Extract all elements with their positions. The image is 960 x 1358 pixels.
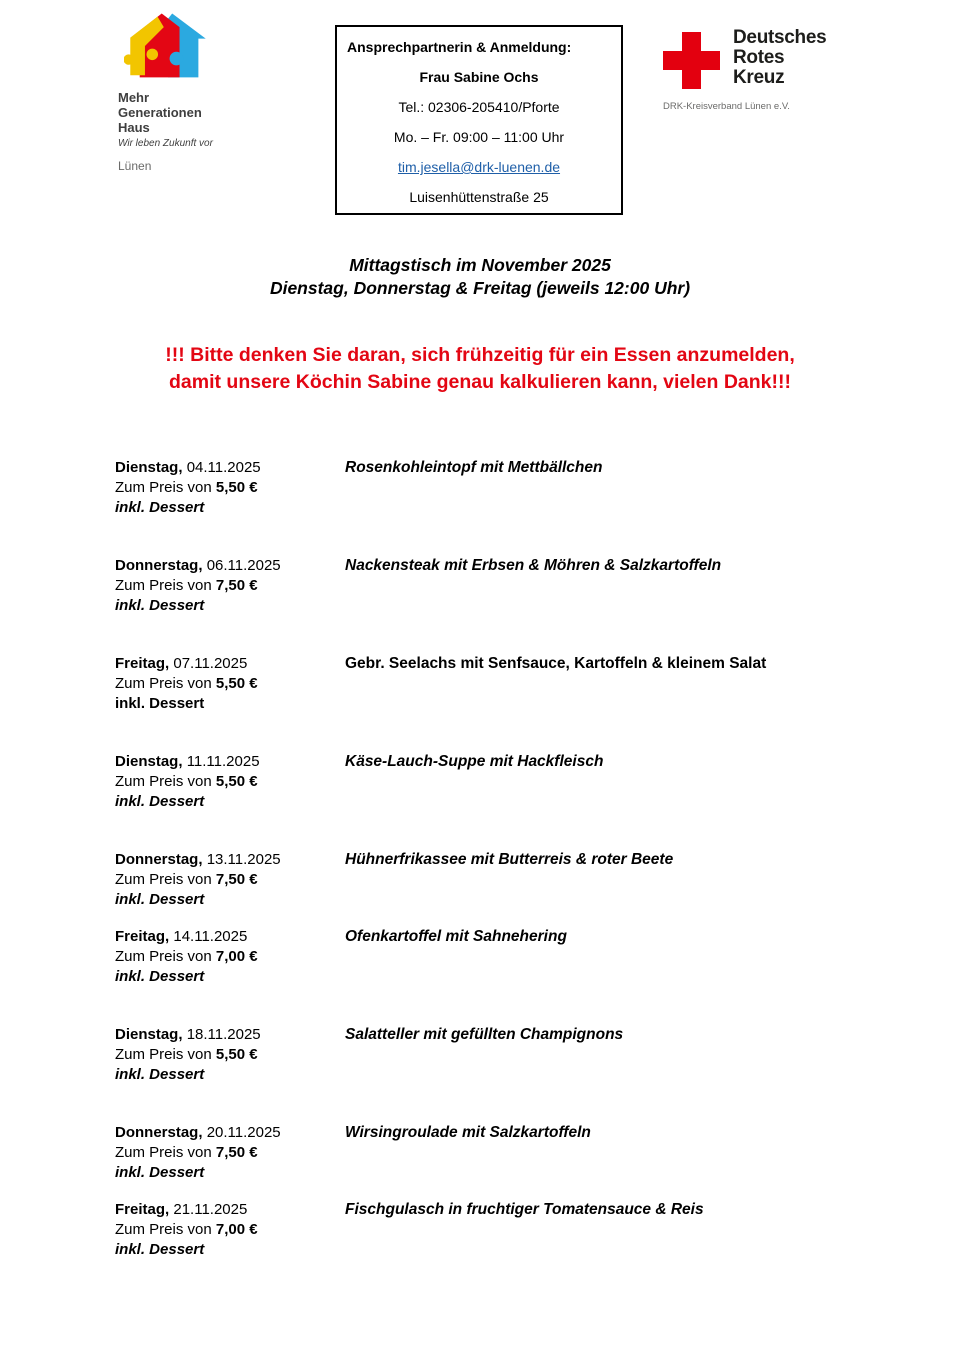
menu-day-line	[115, 654, 345, 674]
menu-entry-left	[115, 752, 345, 812]
menu-dessert-label: inkl. Dessert	[115, 695, 205, 712]
menu-entry-left	[115, 556, 345, 616]
menu-entry	[115, 850, 900, 910]
menu-dish: Wirsingroulade mit Salzkartoffeln	[345, 1124, 591, 1141]
menu-date: 21.11.2025	[173, 1201, 248, 1218]
menu-dessert-label: inkl. Dessert	[115, 1241, 205, 1258]
menu-price-line	[115, 772, 345, 792]
notice-line-1: !!! Bitte denken Sie daran, sich frühzeitig für ein Essen anzumelden,	[165, 344, 795, 366]
menu-date: 07.11.2025	[173, 655, 248, 672]
menu-entry	[115, 556, 900, 616]
menu-entry	[115, 458, 900, 518]
menu-date: 18.11.2025	[186, 1026, 261, 1043]
menu-entry	[115, 1123, 900, 1183]
menu-entry-left	[115, 1123, 345, 1183]
contact-box-title: Ansprechpartnerin & Anmeldung:	[347, 39, 572, 55]
menu-dish: Gebr. Seelachs mit Senfsauce, Kartoffeln & kleinem Salat	[345, 655, 767, 672]
menu-price: 7,50 €	[215, 871, 258, 888]
contact-box	[335, 25, 623, 215]
drk-wordmark-line-3: Kreuz	[733, 67, 785, 88]
menu-price-line	[115, 1045, 345, 1065]
contact-phone: Tel.: 02306-205410/Pforte	[398, 99, 560, 115]
mgh-tagline: Wir leben Zukunft vor	[118, 138, 213, 149]
menu-price: 7,00 €	[215, 1221, 258, 1238]
menu-price-label: Zum Preis von	[115, 1046, 212, 1063]
menu-entry-left	[115, 1025, 345, 1085]
mgh-city-label: Lünen	[118, 159, 152, 173]
menu-day-line	[115, 1123, 345, 1143]
menu-dish: Rosenkohleintopf mit Mettbällchen	[345, 459, 603, 476]
menu-dish: Nackensteak mit Erbsen & Möhren & Salzkartoffeln	[345, 557, 722, 574]
red-cross-icon	[663, 32, 720, 89]
notice-text	[0, 342, 960, 396]
menu-day: Freitag,	[115, 655, 170, 672]
page-title-line-2: Dienstag, Donnerstag & Freitag (jeweils 12:00 Uhr)	[269, 278, 691, 298]
contact-address: Luisenhüttenstraße 25	[409, 189, 549, 205]
menu-price-label: Zum Preis von	[115, 479, 212, 496]
menu-dish: Ofenkartoffel mit Sahnehering	[345, 928, 567, 945]
menu-entry-left	[115, 850, 345, 910]
drk-wordmark	[733, 28, 826, 88]
menu-entry-left	[115, 927, 345, 987]
menu-date: 20.11.2025	[206, 1124, 281, 1141]
contact-email-link[interactable]: tim.jesella@drk-luenen.de	[397, 159, 561, 175]
menu-dessert-label: inkl. Dessert	[115, 499, 205, 516]
menu-day-line	[115, 850, 345, 870]
menu-price-label: Zum Preis von	[115, 675, 212, 692]
menu-day: Donnerstag,	[115, 557, 203, 574]
page-title	[0, 254, 960, 300]
mgh-wordmark-line-1: Mehr	[118, 90, 150, 105]
contact-person: Frau Sabine Ochs	[419, 69, 539, 85]
header	[0, 0, 960, 230]
menu-price-line	[115, 1143, 345, 1163]
drk-wordmark-line-1: Deutsches	[733, 27, 827, 48]
menu-dish: Käse-Lauch-Suppe mit Hackfleisch	[345, 753, 604, 770]
page-title-line-1: Mittagstisch im November 2025	[349, 255, 611, 275]
menu-day: Dienstag,	[115, 459, 183, 476]
menu-dish: Fischgulasch in fruchtiger Tomatensauce & Reis	[345, 1201, 704, 1218]
menu-price-line	[115, 947, 345, 967]
menu-entry-left	[115, 458, 345, 518]
menu-day: Dienstag,	[115, 753, 183, 770]
menu-day-line	[115, 1025, 345, 1045]
notice-line-2: damit unsere Köchin Sabine genau kalkulieren kann, vielen Dank!!!	[168, 371, 791, 393]
puzzle-house-icon	[124, 8, 212, 86]
menu-day-line	[115, 556, 345, 576]
menu-price-line	[115, 870, 345, 890]
menu-price-line	[115, 576, 345, 596]
menu-entry-left	[115, 654, 345, 714]
menu-dish: Salatteller mit gefüllten Champignons	[345, 1026, 624, 1043]
menu-dessert-label: inkl. Dessert	[115, 891, 205, 908]
menu-day-line	[115, 1200, 345, 1220]
menu-price-label: Zum Preis von	[115, 1221, 212, 1238]
menu-date: 11.11.2025	[186, 753, 260, 770]
drk-subtitle: DRK-Kreisverband Lünen e.V.	[663, 101, 790, 112]
menu-price: 5,50 €	[215, 479, 258, 496]
menu-dessert-label: inkl. Dessert	[115, 1164, 205, 1181]
menu-price-label: Zum Preis von	[115, 948, 212, 965]
mgh-logo	[118, 8, 258, 173]
menu-price: 7,50 €	[215, 577, 258, 594]
menu-entry	[115, 1025, 900, 1085]
menu-price-label: Zum Preis von	[115, 871, 212, 888]
menu-price-line	[115, 1220, 345, 1240]
menu-entry	[115, 1200, 900, 1260]
menu-day: Freitag,	[115, 928, 170, 945]
menu-entry	[115, 654, 900, 714]
menu-dessert-label: inkl. Dessert	[115, 968, 205, 985]
menu-date: 04.11.2025	[186, 459, 261, 476]
drk-wordmark-line-2: Rotes	[733, 47, 785, 68]
menu-day-line	[115, 752, 345, 772]
menu-price-line	[115, 674, 345, 694]
menu-entry	[115, 752, 900, 812]
menu-price: 5,50 €	[215, 773, 258, 790]
menu-date: 13.11.2025	[206, 851, 281, 868]
menu-dessert-label: inkl. Dessert	[115, 1066, 205, 1083]
menu-day: Dienstag,	[115, 1026, 183, 1043]
menu-price-label: Zum Preis von	[115, 1144, 212, 1161]
menu-day: Donnerstag,	[115, 851, 203, 868]
menu-price: 7,00 €	[215, 948, 258, 965]
menu-price: 7,50 €	[215, 1144, 258, 1161]
menu-price: 5,50 €	[215, 1046, 258, 1063]
menu-price-line	[115, 478, 345, 498]
menu-date: 06.11.2025	[206, 557, 281, 574]
menu-day-line	[115, 458, 345, 478]
menu-price-label: Zum Preis von	[115, 577, 212, 594]
mgh-wordmark-line-3: Haus	[118, 120, 150, 135]
menu-day: Donnerstag,	[115, 1124, 203, 1141]
mgh-wordmark	[118, 90, 258, 135]
menu-price: 5,50 €	[215, 675, 258, 692]
mgh-wordmark-line-2: Generationen	[118, 105, 202, 120]
menu-dish: Hühnerfrikassee mit Butterreis & roter Beete	[345, 851, 674, 868]
menu-price-label: Zum Preis von	[115, 773, 212, 790]
menu-day-line	[115, 927, 345, 947]
drk-logo	[663, 28, 863, 112]
menu-entry-left	[115, 1200, 345, 1260]
contact-hours: Mo. – Fr. 09:00 – 11:00 Uhr	[393, 129, 565, 145]
menu-day: Freitag,	[115, 1201, 170, 1218]
menu-date: 14.11.2025	[173, 928, 248, 945]
menu-entry	[115, 927, 900, 987]
menu-list	[0, 458, 960, 1260]
menu-dessert-label: inkl. Dessert	[115, 793, 205, 810]
menu-dessert-label: inkl. Dessert	[115, 597, 205, 614]
